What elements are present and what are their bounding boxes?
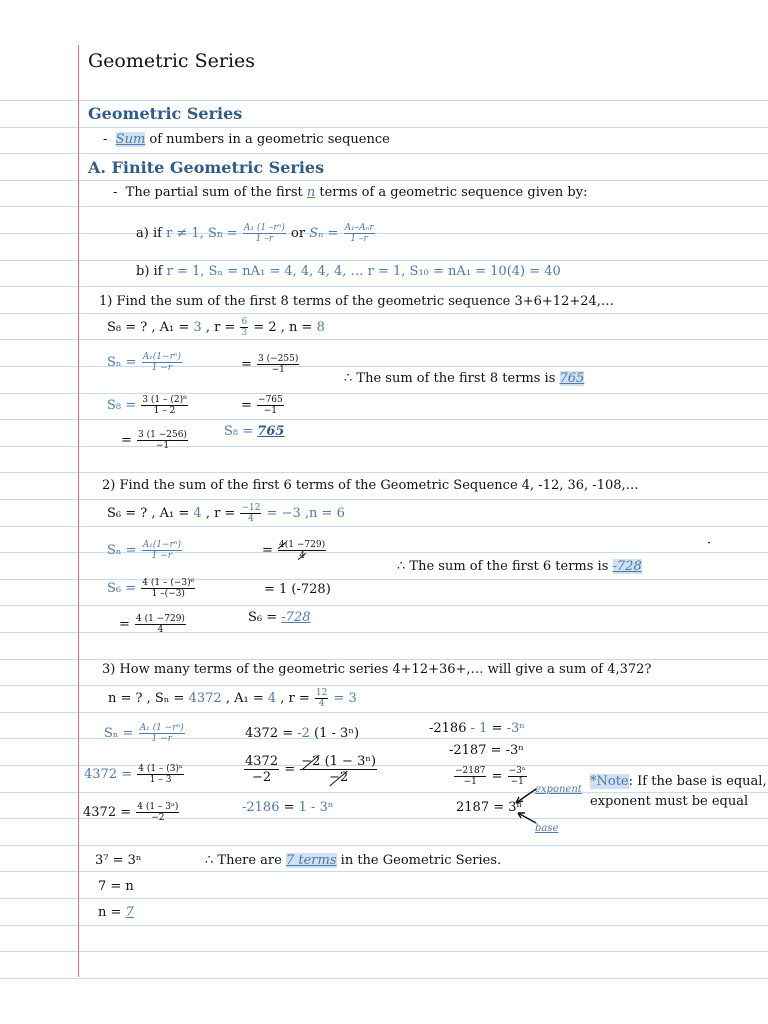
ruled-line (0, 153, 768, 154)
ex1-conclusion: ∴ The sum of the first 8 terms is 765 (344, 371, 585, 386)
ex2-general-formula: Sₙ = $\frac{\text{A₁(1−rⁿ)}}{1 -r}$ (107, 540, 182, 561)
ruled-line (0, 898, 768, 899)
ruled-line (0, 419, 768, 420)
note-line-2: exponent must be equal (590, 794, 749, 809)
stray-dot: · (707, 536, 712, 551)
definition-line (103, 132, 390, 148)
definition-text: of numbers in a geometric sequence (145, 132, 390, 147)
example-3-givens: n = ? , Sₙ = 4372 , A₁ = 4 , r = $\frac{12}{4}$ = 3 (108, 688, 357, 709)
n-keyword: n (306, 185, 316, 200)
example-2-question: 2) Find the sum of the first 6 terms of the Geometric Sequence 4, -12, 36, -108,… (102, 478, 639, 493)
base-annotation: base (535, 823, 559, 834)
ex1-step-4: = $\frac{3 (-255)}{-1}$ (241, 354, 299, 375)
ex3-step-8: -2187 = -3ⁿ (449, 743, 524, 758)
example-1-givens: S₈ = ? , A₁ = 3 , r = $\frac{6}{3}$ = 2 , n = 8 (107, 317, 325, 338)
ex2-step-3: = $\frac{4 (1 -729)}{4}$ (119, 614, 185, 635)
ex1-substitution: S₈ = $\frac{\text{3 (1 – (2)⁸}}{1 - 2}$ (107, 395, 187, 416)
ex2-step-5: = 1 (-728) (264, 582, 331, 597)
ruled-line (0, 712, 768, 713)
ex3-step-3: 4372 = $\frac{\text{4 (1 – 3ⁿ)}}{-2}$ (83, 802, 179, 823)
ex1-result: S₈ = 765 (224, 424, 285, 439)
ruled-line (0, 871, 768, 872)
ruled-line (0, 605, 768, 606)
ruled-line (0, 313, 768, 314)
case-a-formula: a) if r ≠ 1, Sn = $\frac{\text{A₁ (1 –rⁿ)}}{1 -r}$ or Sₙ = $\frac{\text{A₁–Aₙr}}{1 -r}$ (136, 223, 374, 244)
ex3-step-7: -2186 - 1 = -3ⁿ (429, 721, 525, 736)
ruled-line (0, 260, 768, 261)
ruled-line (0, 206, 768, 207)
page-title: Geometric Series (88, 50, 256, 72)
ex1-step-5: = $\frac{-765}{-1}$ (241, 395, 283, 416)
ex3-conclusion: ∴ There are 7 terms in the Geometric Series. (205, 853, 502, 868)
ex1-step-3: = $\frac{3 (1 -256)}{-1}$ (121, 430, 187, 451)
formula-fraction-1: $\frac{\text{A₁ (1 –rⁿ)}}{1 -r}$ (243, 223, 285, 244)
ruled-line (0, 286, 768, 287)
ruled-line (0, 499, 768, 500)
ex3-step-9: $\frac{-2187}{-1}$ = $\frac{\text{−3ⁿ}}{-1}$ (455, 766, 526, 787)
ruled-line (0, 792, 768, 793)
ruled-line (0, 845, 768, 846)
ruled-line (0, 659, 768, 660)
ex3-step-6: -2186 = 1 - 3ⁿ (242, 800, 334, 815)
ex3-step-10: 2187 = 3ⁿ (456, 800, 523, 815)
ex1-general-formula: Sₙ = $\frac{\text{A₁(1−rⁿ)}}{1 -r}$ (107, 352, 182, 373)
exponent-annotation: exponent (535, 784, 582, 795)
case-b-formula: b) if r = 1, Sₙ = nA₁ = 4, 4, 4, 4, … r = 1, S₁₀ = nA₁ = 10(4) = 40 (136, 264, 561, 279)
ruled-line (0, 472, 768, 473)
example-3-question: 3) How many terms of the geometric series 4+12+36+,… will give a sum of 4,372? (102, 662, 652, 677)
ruled-line (0, 951, 768, 952)
ruled-line (0, 180, 768, 181)
ruled-line (0, 446, 768, 447)
annotation-arrows (510, 785, 540, 825)
ruled-line (0, 100, 768, 101)
bullet: - (103, 132, 108, 147)
ruled-line (0, 127, 768, 128)
ex2-conclusion: ∴ The sum of the first 6 terms is -728 (397, 559, 642, 574)
ex2-substitution: S₆ = $\frac{\text{4 (1 – (−3)⁶}}{1 -(-3)}$ (107, 578, 195, 599)
notebook-margin-line (78, 45, 79, 977)
ex3-answer-step-1: 3⁷ = 3ⁿ (95, 853, 142, 868)
ex3-answer-step-3: n = 7 (98, 905, 134, 920)
ruled-line (0, 233, 768, 234)
section-heading: Geometric Series (88, 104, 243, 123)
ex2-result: S₆ = -728 (248, 610, 311, 625)
note-line-1: *Note: If the base is equal, (590, 774, 767, 789)
finite-series-heading: A. Finite Geometric Series (88, 158, 325, 177)
ruled-line (0, 632, 768, 633)
ex3-answer-step-2: 7 = n (98, 879, 134, 894)
ruled-line (0, 925, 768, 926)
ex2-step-4: = $\frac{4(1 -729)}{4}$ (262, 540, 326, 561)
keyword-sum: Sum (115, 132, 146, 147)
ex3-general-formula: Sₙ = $\frac{\text{A₁ (1 −rⁿ)}}{1 -r}$ (104, 723, 184, 744)
partial-sum-description: - The partial sum of the first n terms of a geometric sequence given by: (113, 185, 588, 200)
example-2-givens: S₆ = ? , A₁ = 4 , r = $\frac{-12}{4}$ = −3 ,n = 6 (107, 503, 345, 524)
ruled-line (0, 978, 768, 979)
ex3-step-4: 4372 = -2 (1 - 3ⁿ) (245, 726, 360, 741)
formula-fraction-2: $\frac{\text{A₁–Aₙr}}{1 -r}$ (344, 223, 374, 244)
ex3-substitution: 4372 = $\frac{\text{4 (1 – (3)ⁿ}}{1 - 3}$ (84, 764, 183, 785)
ex3-step-5: $\frac{4372}{-2}$ = $\frac{\text{−2 (1 − 3ⁿ)}}{-2}$ (245, 754, 377, 785)
example-1-question: 1) Find the sum of the first 8 terms of the geometric sequence 3+6+12+24,… (99, 294, 614, 309)
